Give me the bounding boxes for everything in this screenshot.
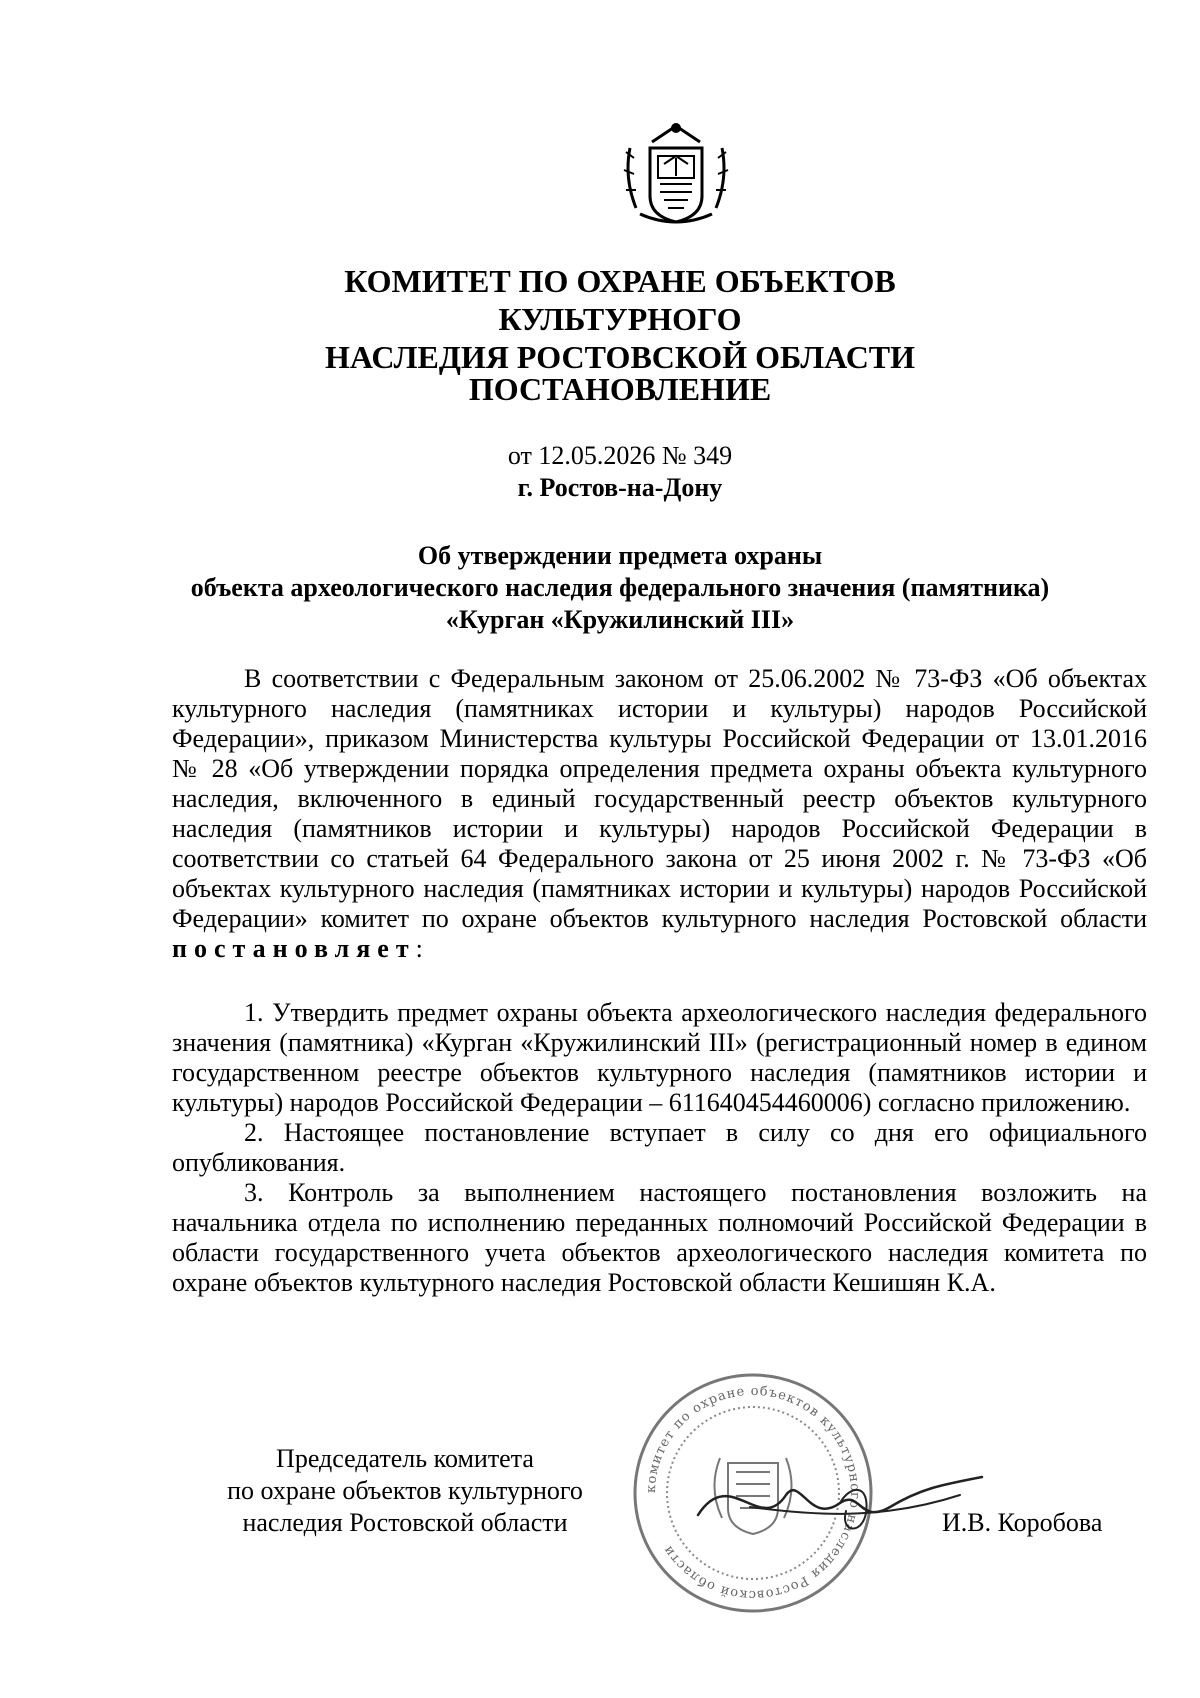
preamble-paragraph xyxy=(172,664,1147,964)
coat-of-arms-icon xyxy=(620,118,732,230)
organization-name xyxy=(240,262,1000,376)
decree-word: постановляет xyxy=(172,934,416,963)
signatory-title-line-3: наследия Ростовской области xyxy=(242,1508,568,1537)
subject-line-2: объекта археологического наследия федерального значения (памятника) xyxy=(190,573,1050,602)
document-body xyxy=(172,664,1147,1298)
signatory-name: И.В. Коробова xyxy=(942,1508,1103,1537)
preamble-text: В соответствии с Федеральным законом от 25.06.2002 № 73-ФЗ «Об объектах культурного наследия (памятниках истории и культуры) народов Российской Федерации», приказом Министерства культуры Российской Федерации от 13.01.2016 № 28 «Об утверждении порядка определения предмета охраны объекта культурного наследия, включенного в единый государственный реестр объектов культурного наследия (памятников истории и культуры) народов Российской Федерации в соответствии со статьей 64 Федерального закона от 25 июня 2002 г. № 73-ФЗ «Об объектах культурного наследия (памятниках истории и культуры) народов Российской Федерации» комитет по охране объектов культурного наследия Ростовской области xyxy=(172,664,1147,933)
subject-line-3: «Курган «Кружилинский III» xyxy=(445,605,795,634)
organization-line-1: КОМИТЕТ ПО ОХРАНЕ ОБЪЕКТОВ КУЛЬТУРНОГО xyxy=(344,263,896,337)
item-2: 2. Настоящее постановление вступает в силу со дня его официального опубликования. xyxy=(172,1118,1147,1177)
subject-line-1: Об утверждении предмета охраны xyxy=(417,541,823,570)
signatory-title-line-1: Председатель комитета xyxy=(276,1444,534,1473)
signatory-title xyxy=(180,1443,630,1539)
item-1: 1. Утвердить предмет охраны объекта археологического наследия федерального значения (памятника) «Курган «Кружилинский III» (регистрационный номер в едином государственном реестре объектов культурного наследия (памятников истории и культуры) народов Российской Федерации – 611640454460006) согласно приложению. xyxy=(172,998,1147,1117)
stamp-text: комитет по охране объектов культурного наследия Ростовской области xyxy=(643,1383,863,1603)
organization-line-2: НАСЛЕДИЯ РОСТОВСКОЙ ОБЛАСТИ xyxy=(324,339,916,375)
date-and-number: от 12.05.2026 № 349 xyxy=(507,441,733,470)
document-type: ПОСТАНОВЛЕНИЕ xyxy=(468,371,772,407)
decree-colon: : xyxy=(415,934,423,963)
city: г. Ростов-на-Дону xyxy=(517,473,723,502)
item-3: 3. Контроль за выполнением настоящего постановления возложить на начальника отдела по исполнению переданных полномочий Российской Федерации в области государственного учета объектов археологического наследия комитета по охране объектов культурного наследия Ростовской области Кешишян К.А. xyxy=(172,1178,1147,1297)
document-subject xyxy=(170,540,1070,636)
signatory-title-line-2: по охране объектов культурного xyxy=(227,1476,583,1505)
